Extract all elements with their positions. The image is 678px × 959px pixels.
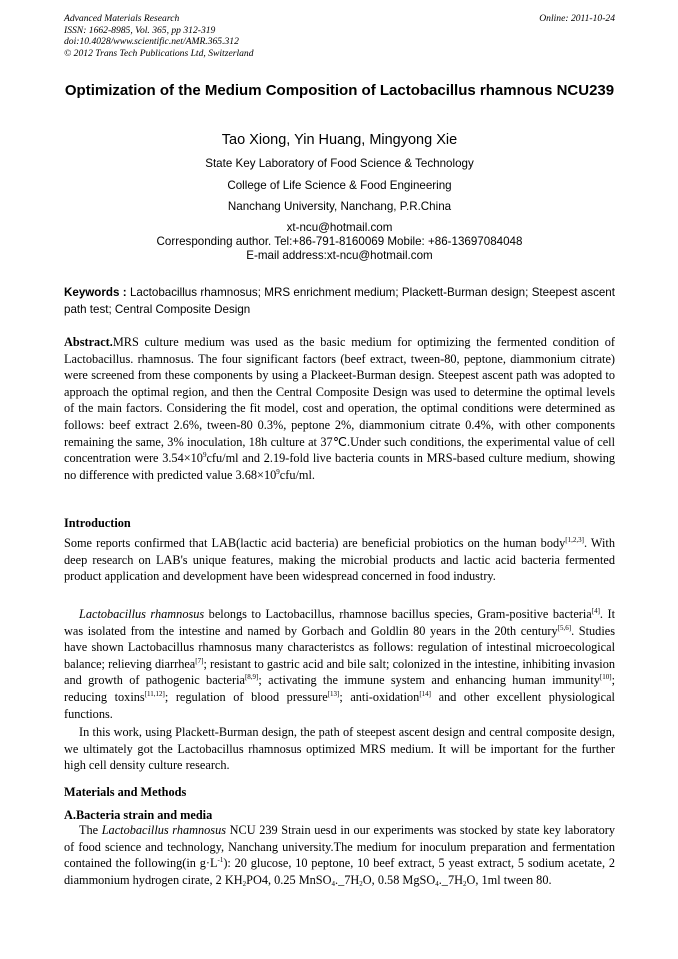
journal-name: Advanced Materials Research — [64, 13, 180, 24]
methods-paragraph: The Lactobacillus rhamnosus NCU 239 Strain uesd in our experiments was stocked by state key laboratory of food science and technology, Nanchang university.The medium for inoculum preparation and fermentation contained the following(in $g\cdot L^{-1}$): 20 glucose, 10 peptone, 10 beef extract, 5 yeast extract, 5 sodium acetate, 2 diammonium hydrogen cirate, 2 $KH_2PO4$, 0.25 $MnSO_4.\_7H_2O$, 0.58 $MgSO_4.\_7H_2O$, 1ml tween 80. — [64, 823, 615, 888]
author-list: Tao Xiong, Yin Huang, Mingyong Xie — [221, 132, 458, 148]
journal-header — [64, 13, 615, 59]
methods-heading: Materials and Methods — [64, 785, 187, 799]
affiliation-college: College of Life Science & Food Engineering — [227, 179, 452, 192]
copyright-line: © 2012 Trans Tech Publications Ltd, Switzerland — [64, 47, 254, 59]
methods-subheading: A.Bacteria strain and media — [64, 808, 213, 822]
email-address: E-mail address:xt-ncu@hotmail.com — [246, 249, 433, 262]
keywords-text: Lactobacillus rhamnosus; MRS enrichment medium; Plackett-Burman design; Steepest ascent path test; Central Composite Design — [64, 286, 615, 316]
contact-email: xt-ncu@hotmail.com — [286, 221, 393, 234]
corresponding-author: Corresponding author. Tel:+86-791-8160069 Mobile: +86-13697084048 — [156, 235, 523, 248]
keywords-block — [64, 284, 615, 318]
affiliation-university: Nanchang University, Nanchang, P.R.China — [227, 200, 452, 213]
abstract-label: Abstract. — [64, 335, 113, 349]
paper-title: Optimization of the Medium Composition of Lactobacillus rhamnous NCU239 — [64, 82, 615, 99]
keywords-label: Keywords : — [64, 286, 127, 299]
introduction-heading: Introduction — [64, 516, 131, 530]
intro-paragraph-2: Lactobacillus rhamnosus belongs to Lactobacillus, rhamnose bacillus species, Gram-positive bacteria[4]. It was isolated from the intestine and named by Gorbach and Goldlin 80 years in the 20th century[5,6]. Studies have shown Lactobacillus rhamnosus many characteristcs as follows: regulation of intestinal microecological balance; relieving diarrhea[7]; resistant to gastric acid and bile salt; colonized in the intestine, inhibiting invasion and growth of pathogenic bacteria[8,9]; activating the immune system and enhancing human immunity[10]; reducing toxins[11,12]; regulation of blood pressure[13]; anti-oxidation[14] and other excellent physiological functions. — [64, 607, 615, 721]
affiliation-lab: State Key Laboratory of Food Science & Technology — [205, 157, 474, 170]
issn-line: ISSN: 1662-8985, Vol. 365, pp 312-319 — [64, 24, 216, 36]
doi-line: doi:10.4028/www.scientific.net/AMR.365.312 — [64, 36, 239, 48]
intro-paragraph-1: Some reports confirmed that LAB(lactic acid bacteria) are beneficial probiotics on the human body[1,2,3]. With deep research on LAB's unique features, making the microbial products and lactic acid bacteria fermented product application and development have been widespread concerned in food industry. — [64, 536, 616, 584]
online-date: Online: 2011-10-24 — [539, 13, 615, 24]
intro-paragraph-3: In this work, using Plackett-Burman design, the path of steepest ascent design and central composite design, we ultimately got the Lactobacillus rhamnosus optimized MRS medium. It will be important for the further high cell density culture research. — [64, 725, 615, 773]
abstract-paragraph: Abstract.MRS culture medium was used as the basic medium for optimizing the fermented condition of Lactobacillus. rhamnosus. The four significant factors (beef extract, tween-80, peptone, diammonium citrate) were screened from these components by using a Plackeet-Burman design. Steepest ascent path was adopted to approach the optimal region, and then the Central Composite Design was used to determine the optimal levels of the main factors. Considering the fit model, cost and operation, the optimal conditions were determined as follows: beef extract 2.6%, tween-80 0.3%, peptone 2%, diammonium citrate 0.4%, with other components remaining the same, 3% inoculation, 18h culture at 37℃.Under such conditions, the experimental value of cell concentration were $3.54\times 10^9cfu/ml$ and 2.19-fold live bacteria counts in MRS-based culture medium, showing no difference with predicted value $3.68\times 10^9cfu/ml$. — [64, 335, 616, 482]
